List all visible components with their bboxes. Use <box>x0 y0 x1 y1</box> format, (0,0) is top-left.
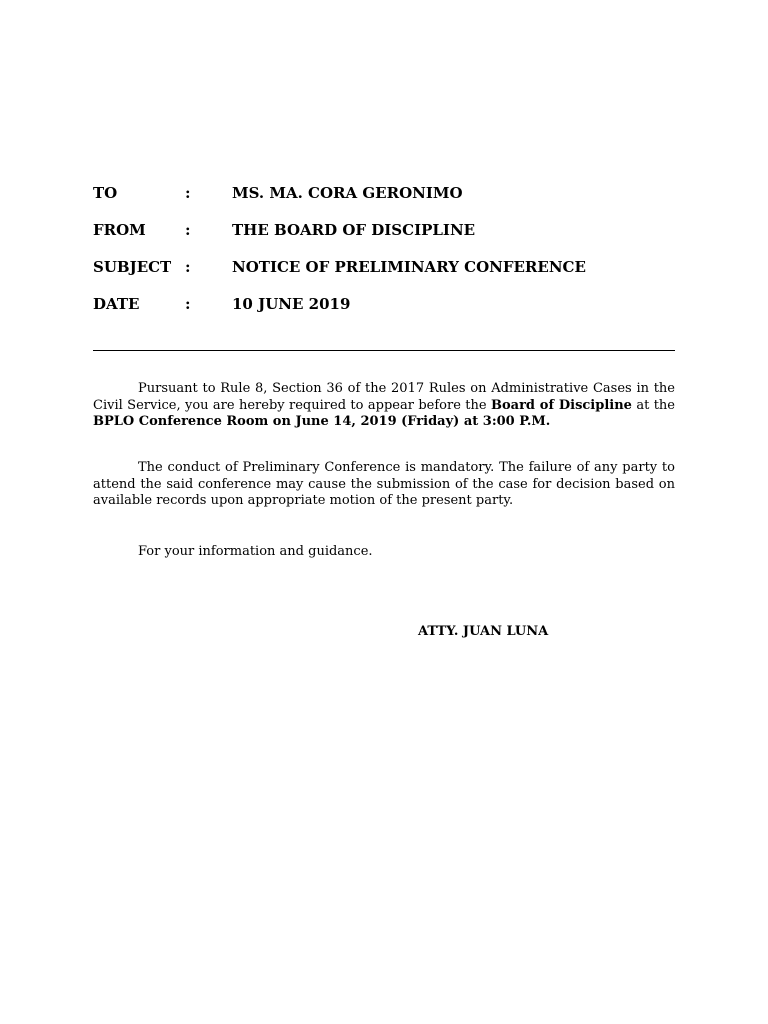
header-label-date: DATE <box>93 295 140 313</box>
header-row-date <box>93 294 693 331</box>
header-label-subject: SUBJECT <box>93 258 172 276</box>
memo-header <box>93 183 693 331</box>
header-colon: : <box>185 184 191 202</box>
header-colon: : <box>185 221 191 239</box>
body-paragraph-summons <box>93 381 675 431</box>
summons-venue-datetime: BPLO Conference Room on June 14, 2019 (Friday) at 3:00 P.M. <box>93 414 551 429</box>
body-paragraph-closing: For your information and guidance. <box>138 544 373 559</box>
body-paragraph-mandatory: The conduct of Preliminary Conference is mandatory. The failure of any party to attend the said conference may cause the submission of the case for decision based on available records upon appropriate motion of the present party. <box>93 460 675 508</box>
header-value-date: 10 JUNE 2019 <box>232 295 351 313</box>
signatory-name: ATTY. JUAN LUNA <box>418 624 549 639</box>
header-colon: : <box>185 258 191 276</box>
header-label-to: TO <box>93 184 118 202</box>
header-row-to <box>93 183 693 220</box>
summons-text-a: Pursuant to Rule 8, Section 36 of the 2017 Rules on Administrative Cases in the Civil Service, you are hereby required to appear before the <box>93 381 675 413</box>
header-row-subject <box>93 257 693 294</box>
header-divider <box>93 350 675 351</box>
header-value-to: MS. MA. CORA GERONIMO <box>232 184 463 202</box>
summons-text-b: at the <box>631 397 676 413</box>
header-label-from: FROM <box>93 221 146 239</box>
summons-board-name: Board of Discipline <box>490 397 632 413</box>
header-colon: : <box>185 295 191 313</box>
header-value-subject: NOTICE OF PRELIMINARY CONFERENCE <box>232 258 586 276</box>
header-row-from <box>93 220 693 257</box>
header-value-from: THE BOARD OF DISCIPLINE <box>232 221 476 239</box>
